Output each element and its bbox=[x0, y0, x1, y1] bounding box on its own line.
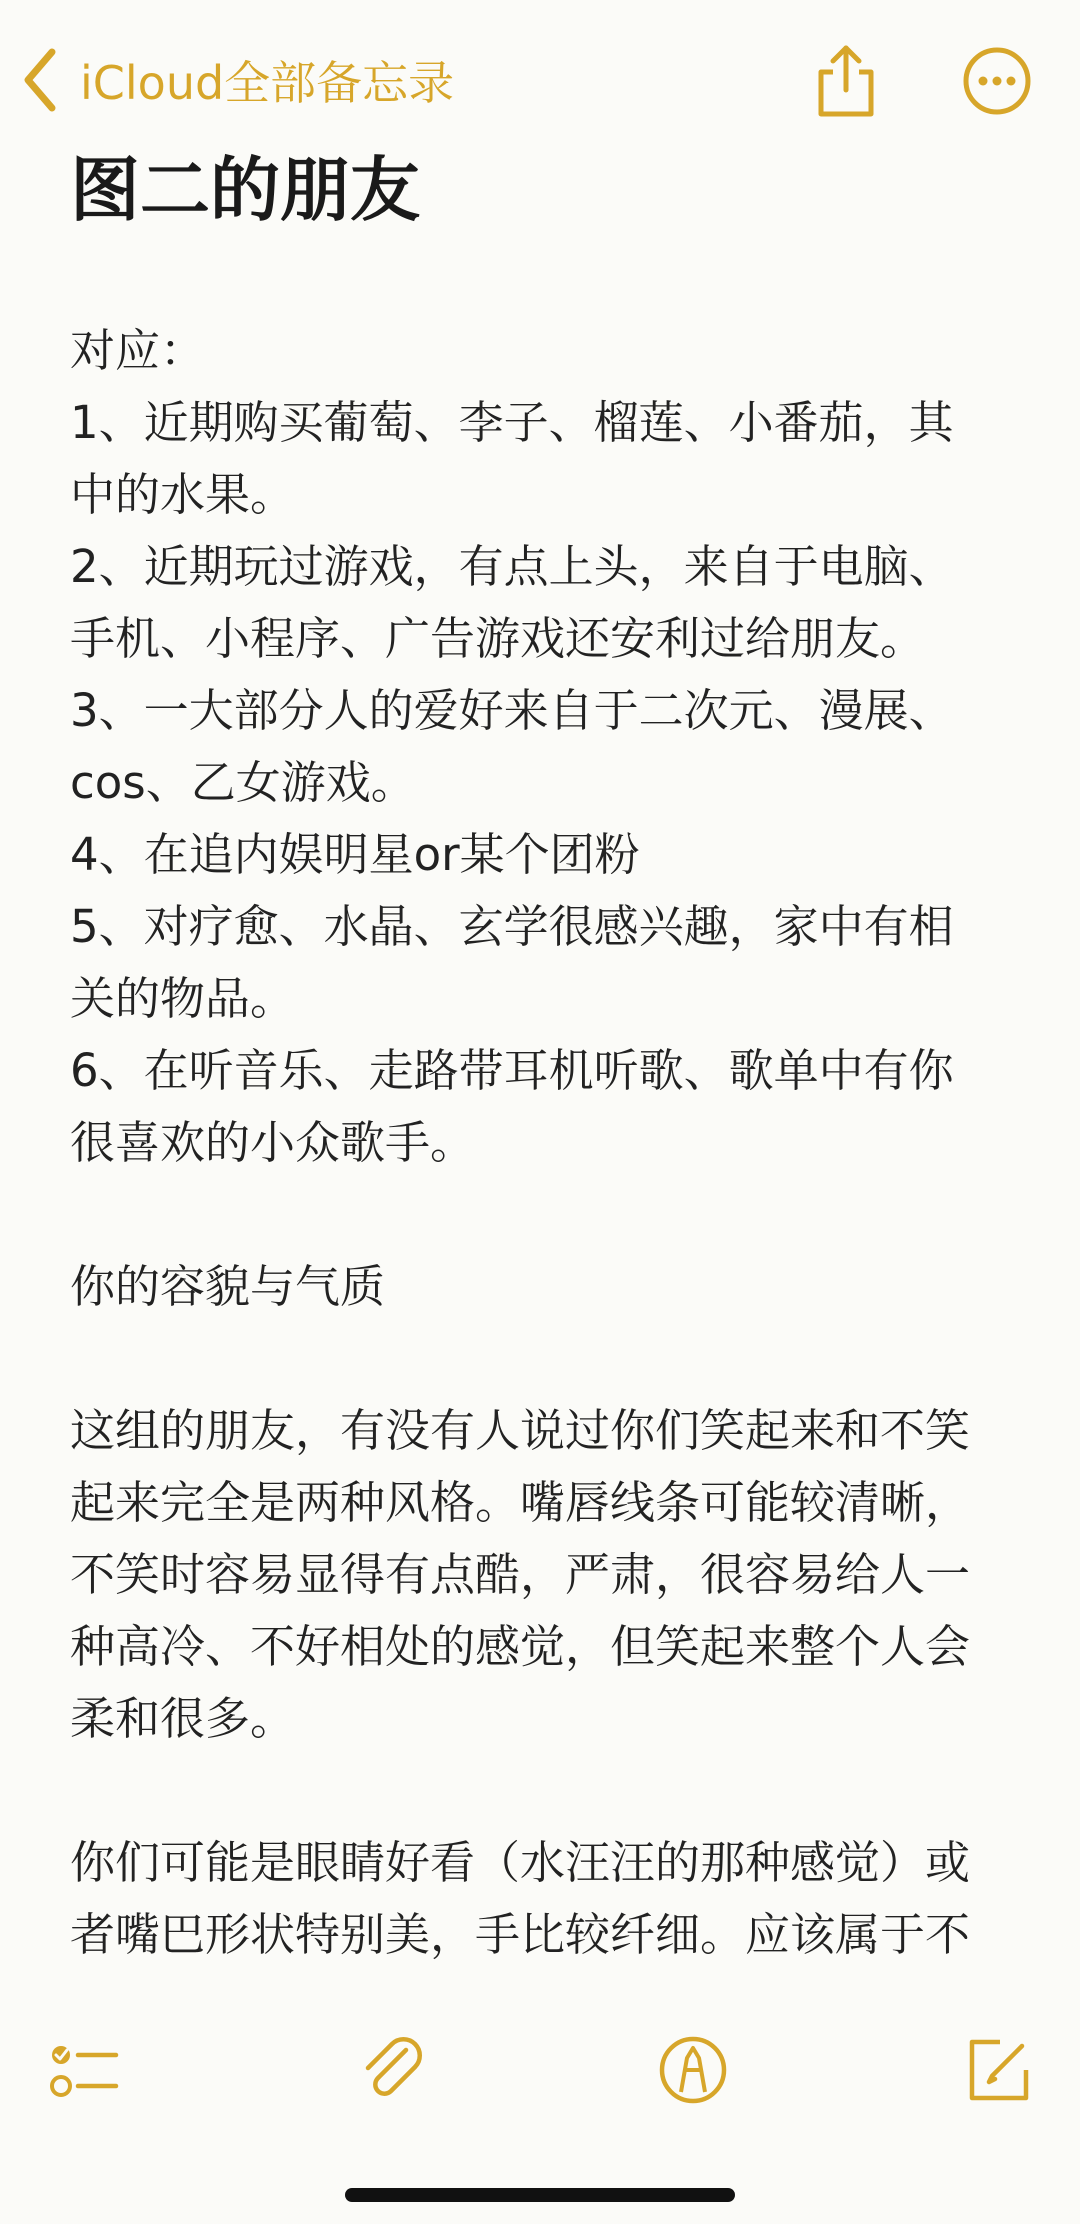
markup-pen-icon bbox=[653, 2030, 733, 2110]
share-button[interactable] bbox=[805, 40, 887, 122]
note-line-6b: 很喜欢的小众歌手。 bbox=[70, 1116, 476, 1169]
back-button-label: iCloud全部备忘录 bbox=[80, 56, 455, 110]
markup-button[interactable] bbox=[653, 2030, 733, 2110]
note-line-p1d: 种高冷、不好相处的感觉，但笑起来整个人会 bbox=[70, 1620, 971, 1673]
note-line-1a: 1、近期购买葡萄、李子、榴莲、小番茄，其 bbox=[70, 396, 954, 449]
note-content[interactable] bbox=[70, 145, 1020, 1971]
note-line-p1e: 柔和很多。 bbox=[70, 1692, 296, 1745]
note-section-heading: 你的容貌与气质 bbox=[70, 1260, 386, 1313]
more-button[interactable] bbox=[956, 40, 1038, 122]
checklist-button[interactable] bbox=[44, 2030, 124, 2110]
note-line-4: 4、在追内娱明星or某个团粉 bbox=[70, 828, 640, 881]
note-title: 图二的朋友 bbox=[70, 149, 420, 231]
note-line-p1a: 这组的朋友，有没有人说过你们笑起来和不笑 bbox=[70, 1404, 971, 1457]
note-line-1b: 中的水果。 bbox=[70, 468, 296, 521]
note-line-p1c: 不笑时容易显得有点酷，严肃，很容易给人一 bbox=[70, 1548, 971, 1601]
note-line-5b: 关的物品。 bbox=[70, 972, 296, 1025]
home-indicator[interactable] bbox=[345, 2188, 735, 2202]
note-line-2b: 手机、小程序、广告游戏还安利过给朋友。 bbox=[70, 612, 926, 665]
note-line-p2a: 你们可能是眼睛好看（水汪汪的那种感觉）或 bbox=[70, 1836, 971, 1889]
paperclip-icon bbox=[352, 2030, 432, 2110]
compose-icon bbox=[958, 2030, 1038, 2110]
compose-button[interactable] bbox=[958, 2030, 1038, 2110]
checklist-icon bbox=[44, 2030, 124, 2110]
note-line-3a: 3、一大部分人的爱好来自于二次元、漫展、 bbox=[70, 684, 954, 737]
navigation-bar bbox=[0, 0, 1080, 150]
note-body bbox=[70, 315, 1020, 1971]
more-icon bbox=[956, 40, 1038, 122]
note-line-p2b: 者嘴巴形状特别美，手比较纤细。应该属于不 bbox=[70, 1908, 971, 1961]
share-icon bbox=[805, 40, 887, 122]
title-spacing bbox=[70, 235, 1020, 315]
note-line-p1b: 起来完全是两种风格。嘴唇线条可能较清晰， bbox=[70, 1476, 971, 1529]
note-line-3b: cos、乙女游戏。 bbox=[70, 756, 416, 809]
note-line-2a: 2、近期玩过游戏，有点上头，来自于电脑、 bbox=[70, 540, 954, 593]
note-line-correspond: 对应： bbox=[70, 324, 206, 377]
blank-line bbox=[70, 1755, 1020, 1827]
bottom-toolbar bbox=[0, 2020, 1080, 2120]
note-line-5a: 5、对疗愈、水晶、玄学很感兴趣，家中有相 bbox=[70, 900, 954, 953]
blank-line bbox=[70, 1179, 1020, 1251]
chevron-left-icon bbox=[18, 46, 62, 114]
attach-button[interactable] bbox=[352, 2030, 432, 2110]
blank-line bbox=[70, 1323, 1020, 1395]
back-button[interactable] bbox=[18, 40, 454, 120]
note-line-6a: 6、在听音乐、走路带耳机听歌、歌单中有你 bbox=[70, 1044, 954, 1097]
